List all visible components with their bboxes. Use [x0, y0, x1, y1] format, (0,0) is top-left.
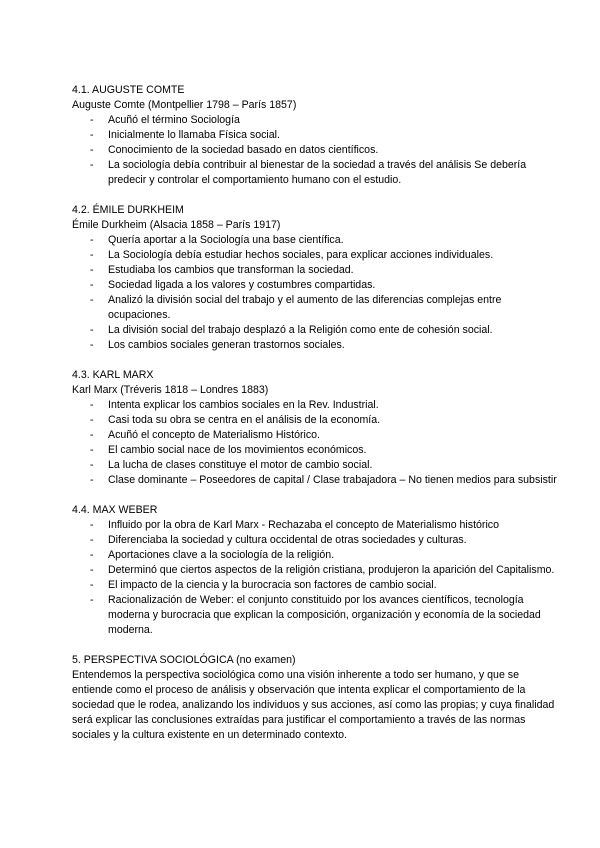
dash-bullet: -	[90, 144, 94, 156]
list-item	[72, 323, 560, 338]
section-marx	[72, 368, 560, 488]
list-item-text: Inicialmente lo llamaba Física social.	[108, 129, 280, 141]
list-item	[72, 578, 560, 593]
list-item	[72, 398, 560, 413]
list-item-text: Clase dominante – Poseedores de capital / Clase trabajadora – No tienen medios para subsistir	[108, 474, 557, 486]
perspective-paragraph: Entendemos la perspectiva sociológica como una visión inherente a todo ser humano, y que se entiende como el proceso de análisis y observación que intenta explicar el comportamiento de la sociedad que le rodea, analizando los individuos y sus acciones, así como las propias; y cuya finalidad será explicar las conclusiones extraídas para justificar el comportamiento a través de las normas sociales y la cultura existente en un determinado contexto.	[72, 669, 555, 741]
dash-bullet: -	[90, 234, 94, 246]
section-heading: 4.1. AUGUSTE COMTE	[72, 84, 185, 96]
list-item-text: Intenta explicar los cambios sociales en la Rev. Industrial.	[108, 399, 379, 411]
perspective-heading: 5. PERSPECTIVA SOCIOLÓGICA	[72, 654, 234, 666]
section-comte	[72, 83, 560, 188]
dash-bullet: -	[90, 399, 94, 411]
list-item	[72, 458, 560, 473]
list-item-text: Sociedad ligada a los valores y costumbres compartidas.	[108, 279, 376, 291]
dash-bullet: -	[90, 579, 94, 591]
dash-bullet: -	[90, 519, 94, 531]
list-item	[72, 158, 560, 188]
dash-bullet: -	[90, 249, 94, 261]
list-item-text: Aportaciones clave a la sociología de la religión.	[108, 549, 335, 561]
list-item	[72, 428, 560, 443]
section-perspective	[72, 653, 560, 743]
list-item-text: El impacto de la ciencia y la burocracia son factores de cambio social.	[108, 579, 437, 591]
list-item-text: La sociología debía contribuir al bienestar de la sociedad a través del análisis Se debería predecir y controlar el comportamiento humano con el estudio.	[108, 159, 527, 186]
dash-bullet: -	[90, 564, 94, 576]
list-item-text: La división social del trabajo desplazó a la Religión como ente de cohesión social.	[108, 324, 493, 336]
list-item	[72, 563, 560, 578]
list-item-text: Diferenciaba la sociedad y cultura occidental de otras sociedades y culturas.	[108, 534, 467, 546]
list-item-text: La Sociología debía estudiar hechos sociales, para explicar acciones individuales.	[108, 249, 494, 261]
list-item-text: Determinó que ciertos aspectos de la religión cristiana, produjeron la aparición del Capitalismo.	[108, 564, 555, 576]
dash-bullet: -	[90, 474, 94, 486]
bullet-list	[72, 113, 560, 188]
list-item-text: Casi toda su obra se centra en el análisis de la economía.	[108, 414, 381, 426]
list-item	[72, 143, 560, 158]
list-item-text: Estudiaba los cambios que transforman la sociedad.	[108, 264, 354, 276]
list-item	[72, 413, 560, 428]
dash-bullet: -	[90, 339, 94, 351]
bullet-list	[72, 233, 560, 353]
list-item-text: La lucha de clases constituye el motor de cambio social.	[108, 459, 373, 471]
list-item	[72, 548, 560, 563]
list-item	[72, 278, 560, 293]
section-heading: 4.4. MAX WEBER	[72, 504, 158, 516]
section-subheading: Émile Durkheim (Alsacia 1858 – París 1917)	[72, 219, 281, 231]
list-item	[72, 338, 560, 353]
list-item	[72, 593, 560, 638]
section-durkheim	[72, 203, 560, 353]
dash-bullet: -	[90, 264, 94, 276]
list-item	[72, 263, 560, 278]
list-item-text: Quería aportar a la Sociología una base científica.	[108, 234, 344, 246]
list-item	[72, 443, 560, 458]
section-heading: 4.3. KARL MARX	[72, 369, 154, 381]
dash-bullet: -	[90, 549, 94, 561]
list-item-text: Influido por la obra de Karl Marx - Rechazaba el concepto de Materialismo histórico	[108, 519, 499, 531]
perspective-note: (no examen)	[236, 654, 296, 666]
list-item-text: Analizó la división social del trabajo y el aumento de las diferencias complejas entre ocupaciones.	[108, 294, 502, 321]
section-subheading: Auguste Comte (Montpellier 1798 – París 1857)	[72, 99, 297, 111]
list-item-text: El cambio social nace de los movimientos económicos.	[108, 444, 367, 456]
dash-bullet: -	[90, 444, 94, 456]
dash-bullet: -	[90, 159, 94, 171]
list-item	[72, 128, 560, 143]
dash-bullet: -	[90, 279, 94, 291]
dash-bullet: -	[90, 534, 94, 546]
dash-bullet: -	[90, 294, 94, 306]
section-weber	[72, 503, 560, 638]
dash-bullet: -	[90, 429, 94, 441]
section-heading	[72, 653, 560, 668]
bullet-list	[72, 518, 560, 638]
dash-bullet: -	[90, 594, 94, 606]
list-item	[72, 518, 560, 533]
bullet-list	[72, 398, 560, 488]
list-item	[72, 113, 560, 128]
list-item	[72, 233, 560, 248]
dash-bullet: -	[90, 129, 94, 141]
dash-bullet: -	[90, 324, 94, 336]
section-subheading: Karl Marx (Tréveris 1818 – Londres 1883)	[72, 384, 269, 396]
dash-bullet: -	[90, 114, 94, 126]
list-item-text: Los cambios sociales generan trastornos sociales.	[108, 339, 345, 351]
list-item	[72, 248, 560, 263]
list-item-text: Acuñó el término Sociología	[108, 114, 240, 126]
list-item-text: Conocimiento de la sociedad basado en datos científicos.	[108, 144, 379, 156]
dash-bullet: -	[90, 414, 94, 426]
dash-bullet: -	[90, 459, 94, 471]
list-item	[72, 533, 560, 548]
list-item-text: Acuñó el concepto de Materialismo Histórico.	[108, 429, 320, 441]
section-heading: 4.2. ÉMILE DURKHEIM	[72, 204, 184, 216]
list-item	[72, 473, 560, 488]
list-item	[72, 293, 560, 323]
list-item-text: Racionalización de Weber: el conjunto constituido por los avances científicos, tecnología moderna y burocracia que explican la composición, organización y economía de la sociedad moderna.	[108, 594, 541, 636]
